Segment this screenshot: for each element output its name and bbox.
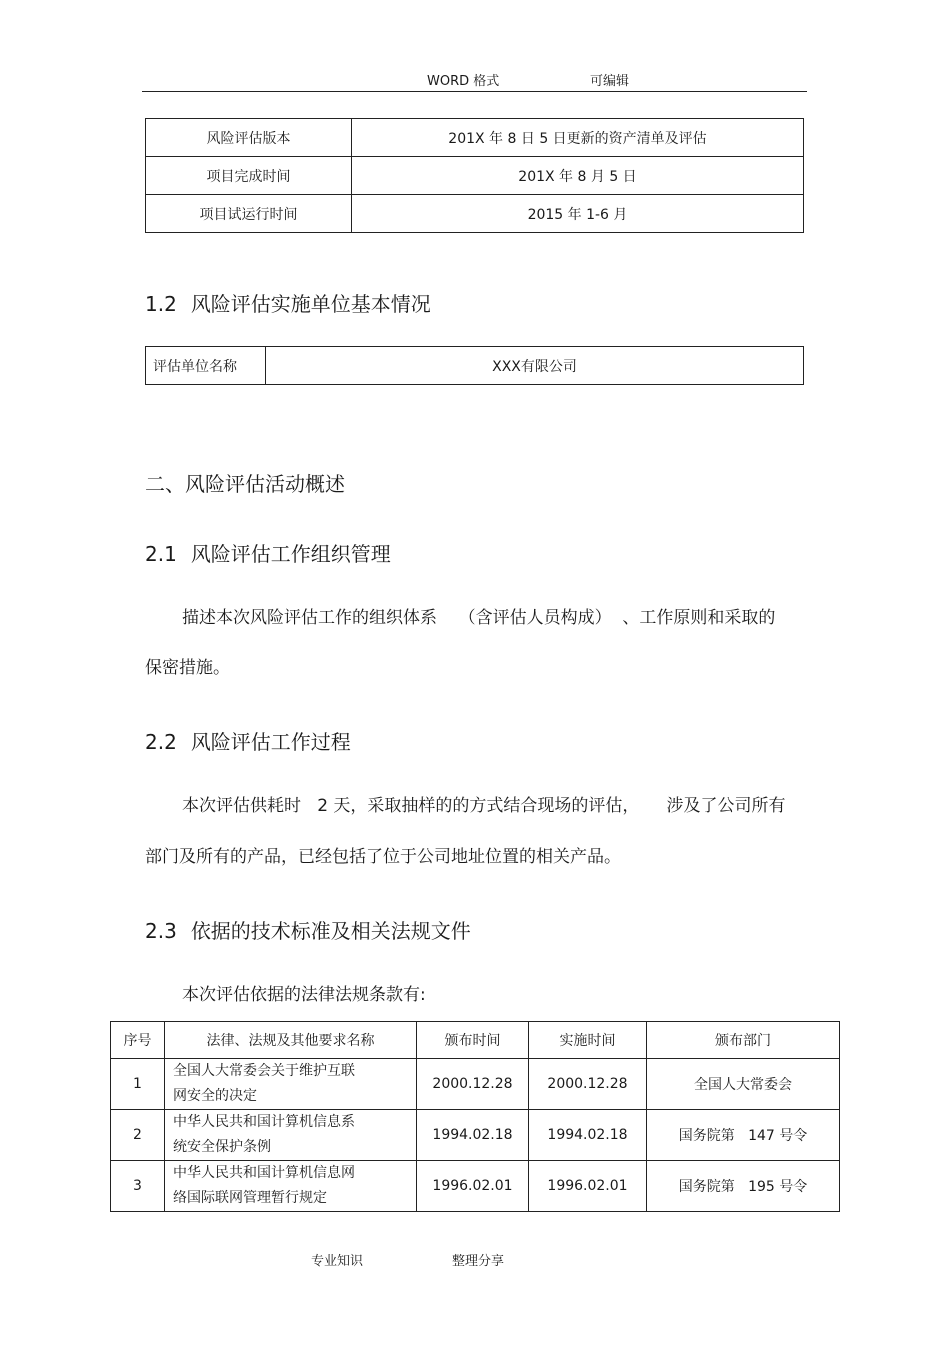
unit-value-cell: XXX有限公司 <box>266 347 804 385</box>
issuing-dept: 全国人大常委会 <box>647 1059 840 1110</box>
table-row <box>111 1059 840 1110</box>
version-value-cell: 201X 年 8 日 5 日更新的资产清单及评估 <box>352 119 804 157</box>
row-number: 1 <box>111 1059 165 1110</box>
law-name-line: 中华人民共和国计算机信息系 <box>173 1114 355 1130</box>
law-name-line: 网安全的决定 <box>173 1088 257 1104</box>
column-header: 实施时间 <box>529 1022 647 1059</box>
chapter-heading-2: 二、风险评估活动概述 <box>145 472 345 496</box>
header-right-text: 可编辑 <box>590 74 630 89</box>
table-header-row <box>111 1022 840 1059</box>
section-number: 1.2 <box>145 292 177 316</box>
issuing-dept: 国务院第 147 号令 <box>647 1110 840 1161</box>
law-name-cell <box>165 1110 417 1161</box>
table-row <box>146 119 804 157</box>
section-title: 依据的技术标准及相关法规文件 <box>190 919 471 943</box>
column-header: 颁布时间 <box>417 1022 529 1059</box>
column-header: 序号 <box>111 1022 165 1059</box>
header-left-text: WORD 格式 <box>427 74 500 89</box>
law-name-line: 全国人大常委会关于维护互联 <box>173 1063 355 1079</box>
paragraph-line: 部门及所有的产品，已经包括了位于公司地址位置的相关产品。 <box>145 847 621 867</box>
table-row <box>146 347 804 385</box>
law-name-cell <box>165 1059 417 1110</box>
section-heading-2-3 <box>145 915 471 944</box>
issued-date: 1994.02.18 <box>417 1110 529 1161</box>
law-name-cell <box>165 1161 417 1212</box>
footer-right-text: 整理分享 <box>452 1254 505 1269</box>
footer-left-text: 专业知识 <box>311 1254 364 1269</box>
table-row <box>111 1110 840 1161</box>
completion-value-cell: 201X 年 8 月 5 日 <box>352 157 804 195</box>
column-header: 颁布部门 <box>647 1022 840 1059</box>
paragraph-line: 保密措施。 <box>145 658 230 678</box>
row-number: 2 <box>111 1110 165 1161</box>
unit-label-cell: 评估单位名称 <box>146 347 266 385</box>
version-label-cell: 风险评估版本 <box>146 119 352 157</box>
table-row <box>146 157 804 195</box>
paragraph-line: 描述本次风险评估工作的组织体系 （含评估人员构成） 、工作原则和采取的 <box>182 608 776 628</box>
effective-date: 2000.12.28 <box>529 1059 647 1110</box>
section-number: 2.2 <box>145 730 177 754</box>
section-heading-1-2 <box>145 288 431 317</box>
section-heading-2-1 <box>145 538 391 567</box>
section-title: 风险评估工作过程 <box>190 730 351 754</box>
section-title: 风险评估实施单位基本情况 <box>190 292 431 316</box>
section-number: 2.3 <box>145 919 177 943</box>
paragraph-line: 本次评估供耗时 2 天，采取抽样的的方式结合现场的评估， 涉及了公司所有 <box>182 796 786 816</box>
law-name-line: 络国际联网管理暂行规定 <box>173 1190 327 1206</box>
issuing-dept: 国务院第 195 号令 <box>647 1161 840 1212</box>
section-title: 风险评估工作组织管理 <box>190 542 391 566</box>
trial-value-cell: 2015 年 1-6 月 <box>352 195 804 233</box>
effective-date: 1994.02.18 <box>529 1110 647 1161</box>
law-table <box>110 1021 840 1212</box>
effective-date: 1996.02.01 <box>529 1161 647 1212</box>
column-header: 法律、法规及其他要求名称 <box>165 1022 417 1059</box>
law-name-line: 统安全保护条例 <box>173 1139 271 1155</box>
issued-date: 1996.02.01 <box>417 1161 529 1212</box>
unit-table <box>145 346 804 385</box>
version-table <box>145 118 804 233</box>
header-divider <box>142 91 807 92</box>
trial-label-cell: 项目试运行时间 <box>146 195 352 233</box>
law-name-line: 中华人民共和国计算机信息网 <box>173 1165 355 1181</box>
row-number: 3 <box>111 1161 165 1212</box>
table-row <box>146 195 804 233</box>
completion-label-cell: 项目完成时间 <box>146 157 352 195</box>
paragraph-line: 本次评估依据的法律法规条款有: <box>182 985 426 1005</box>
section-number: 2.1 <box>145 542 177 566</box>
table-row <box>111 1161 840 1212</box>
issued-date: 2000.12.28 <box>417 1059 529 1110</box>
section-heading-2-2 <box>145 726 351 755</box>
